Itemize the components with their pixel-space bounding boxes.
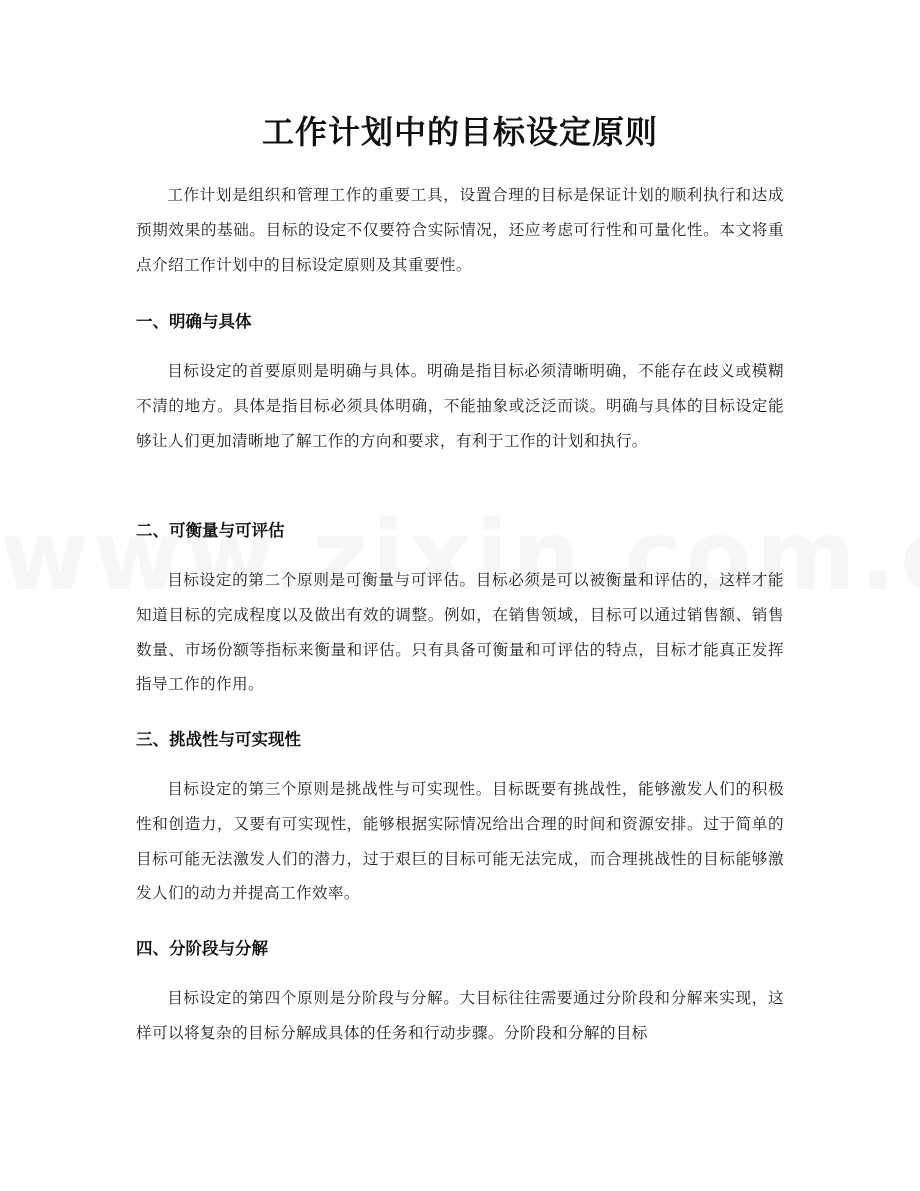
section-1 — [136, 305, 784, 458]
intro-paragraph: 工作计划是组织和管理工作的重要工具，设置合理的目标是保证计划的顺利执行和达成预期效果的基础。目标的设定不仅要符合实际情况，还应考虑可行性和可量化性。本文将重点介绍工作计划中的目标设定原则及其重要性。 — [136, 186, 784, 274]
section-heading: 三、挑战性与可实现性 — [136, 730, 301, 749]
section-4 — [136, 932, 784, 1051]
section-paragraph: 目标设定的首要原则是明确与具体。明确是指目标必须清晰明确，不能存在歧义或模糊不清的地方。具体是指目标必须具体明确，不能抽象或泛泛而谈。明确与具体的目标设定能够让人们更加清晰地了解工作的方向和要求，有利于工作的计划和执行。 — [136, 362, 784, 450]
section-paragraph: 目标设定的第二个原则是可衡量与可评估。目标必须是可以被衡量和评估的，这样才能知道目标的完成程度以及做出有效的调整。例如，在销售领域，目标可以通过销售额、销售数量、市场份额等指标来衡量和评估。只有具备可衡量和可评估的特点，目标才能真正发挥指导工作的作用。 — [136, 571, 784, 694]
section-heading: 二、可衡量与可评估 — [136, 521, 285, 540]
section-2 — [136, 514, 784, 702]
section-paragraph: 目标设定的第四个原则是分阶段与分解。大目标往往需要通过分阶段和分解来实现，这样可以将复杂的目标分解成具体的任务和行动步骤。分阶段和分解的目标 — [136, 989, 784, 1042]
section-3 — [136, 723, 784, 911]
section-heading: 一、明确与具体 — [136, 312, 252, 331]
page-title: 工作计划中的目标设定原则 — [261, 113, 658, 151]
section-paragraph: 目标设定的第三个原则是挑战性与可实现性。目标既要有挑战性，能够激发人们的积极性和创造力，又要有可实现性，能够根据实际情况给出合理的时间和资源安排。过于简单的目标可能无法激发人们的潜力，过于艰巨的目标可能无法完成，而合理挑战性的目标能够激发人们的动力并提高工作效率。 — [136, 780, 784, 903]
section-heading: 四、分阶段与分解 — [136, 939, 268, 958]
